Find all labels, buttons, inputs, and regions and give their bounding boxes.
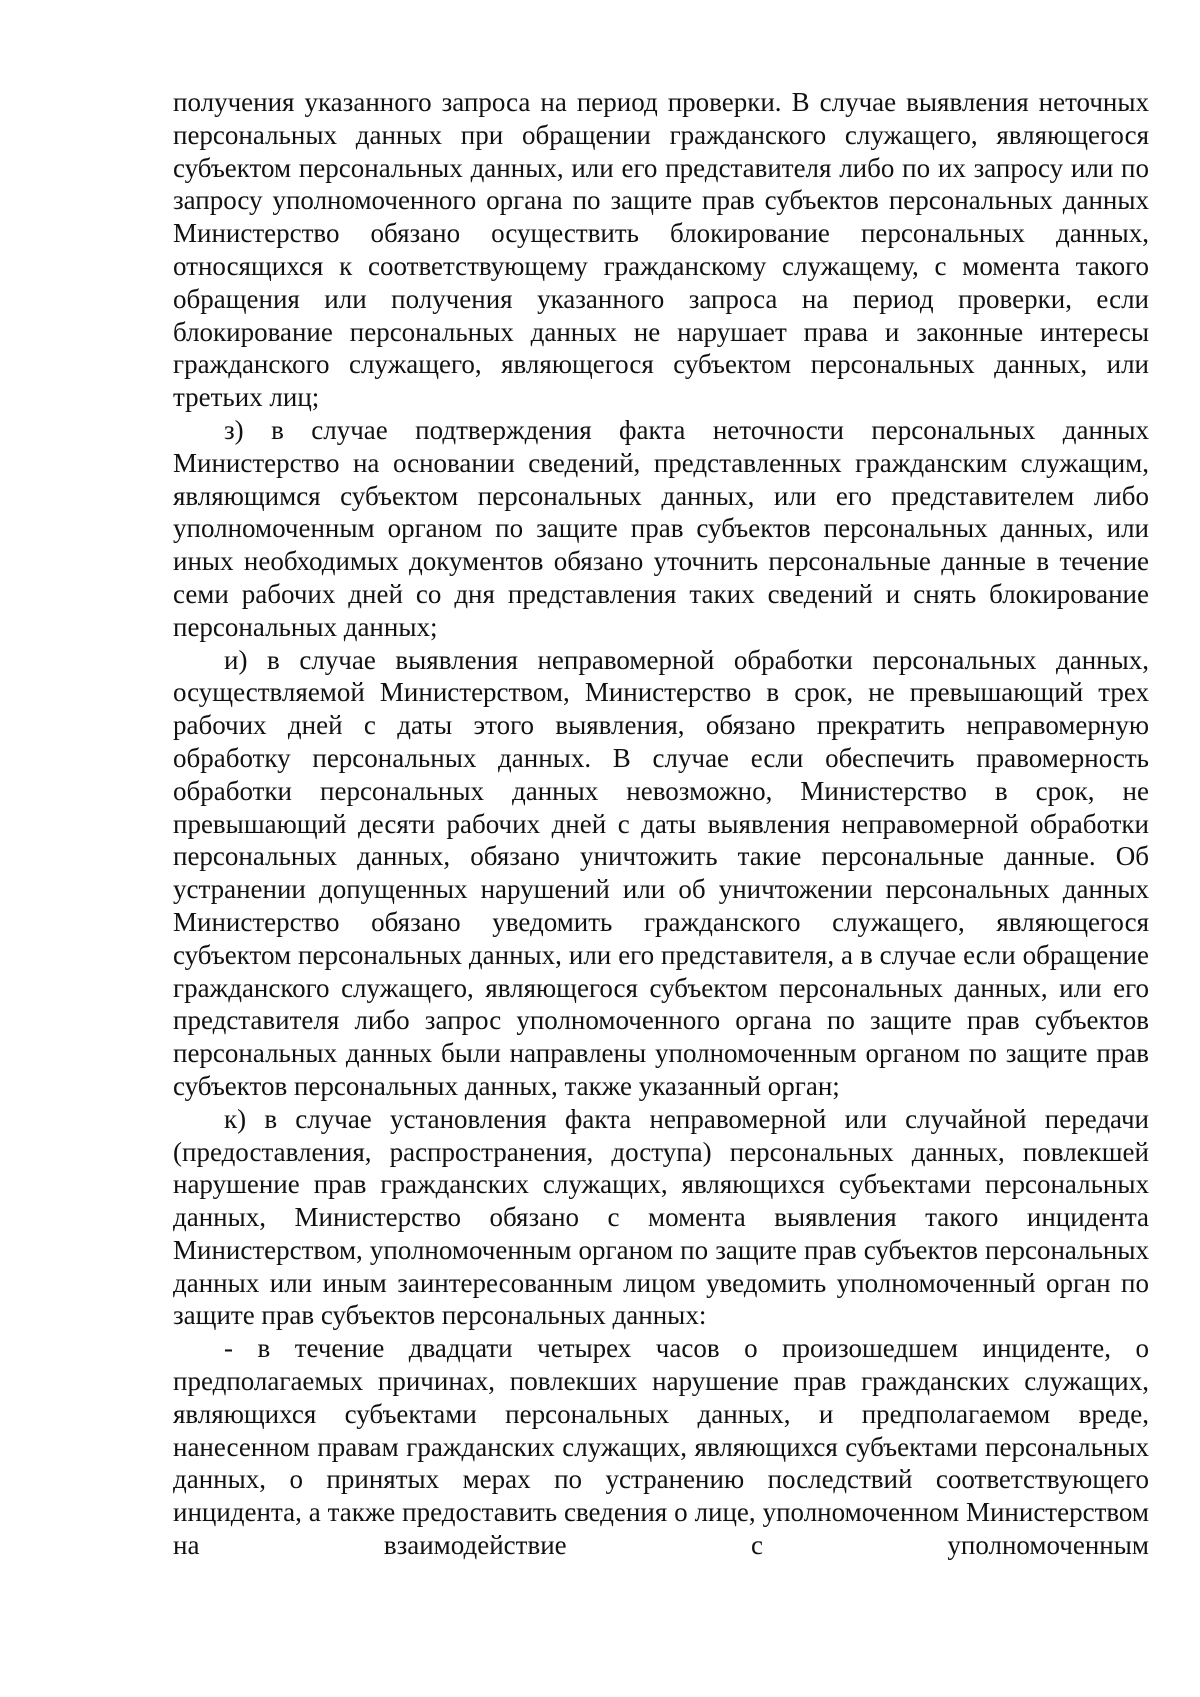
paragraph-dash-item: - в течение двадцати четырех часов о произошедшем инциденте, о предполагаемых причинах, повлекших нарушение прав гражданских служащих, являющихся субъектами персональных данных, и предполагаемом вреде, нанесенном правам гражданских служащих, являющихся субъектами персональных данных, о принятых мерах по устранению последствий соответствующего инцидента, а также предоставить сведения о лице, уполномоченном Министерством на взаимодействие с уполномоченным (173, 1333, 1149, 1561)
paragraph-item-z: з) в случае подтверждения факта неточности персональных данных Министерство на основании сведений, представленных гражданским служащим, являющимся субъектом персональных данных, или его представителем либо уполномоченным органом по защите прав субъектов персональных данных, или иных необходимых документов обязано уточнить персональные данные в течение семи рабочих дней со дня представления таких сведений и снять блокирование персональных данных; (173, 414, 1149, 642)
document-body (173, 86, 1149, 1562)
paragraph-item-k: к) в случае установления факта неправомерной или случайной передачи (предоставления, распространения, доступа) персональных данных, повлекшей нарушение прав гражданских служащих, являющихся субъектами персональных данных, Министерство обязано с момента выявления такого инцидента Министерством, уполномоченным органом по защите прав субъектов персональных данных или иным заинтересованным лицом уведомить уполномоченный орган по защите прав субъектов персональных данных: (173, 1103, 1149, 1331)
paragraph-item-i: и) в случае выявления неправомерной обработки персональных данных, осуществляемой Министерством, Министерство в срок, не превышающий трех рабочих дней с даты этого выявления, обязано прекратить неправомерную обработку персональных данных. В случае если обеспечить правомерность обработки персональных данных невозможно, Министерство в срок, не превышающий десяти рабочих дней с даты выявления неправомерной обработки персональных данных, обязано уничтожить такие персональные данные. Об устранении допущенных нарушений или об уничтожении персональных данных Министерство обязано уведомить гражданского служащего, являющегося субъектом персональных данных, или его представителя, а в случае если обращение гражданского служащего, являющегося субъектом персональных данных, или его представителя либо запрос уполномоченного органа по защите прав субъектов персональных данных были направлены уполномоченным органом по защите прав субъектов персональных данных, также указанный орган; (173, 644, 1149, 1101)
paragraph-continuation: получения указанного запроса на период проверки. В случае выявления неточных персональных данных при обращении гражданского служащего, являющегося субъектом персональных данных, или его представителя либо по их запросу или по запросу уполномоченного органа по защите прав субъектов персональных данных Министерство обязано осуществить блокирование персональных данных, относящихся к соответствующему гражданскому служащему, с момента такого обращения или получения указанного запроса на период проверки, если блокирование персональных данных не нарушает права и законные интересы гражданского служащего, являющегося субъектом персональных данных, или третьих лиц; (173, 87, 1149, 413)
